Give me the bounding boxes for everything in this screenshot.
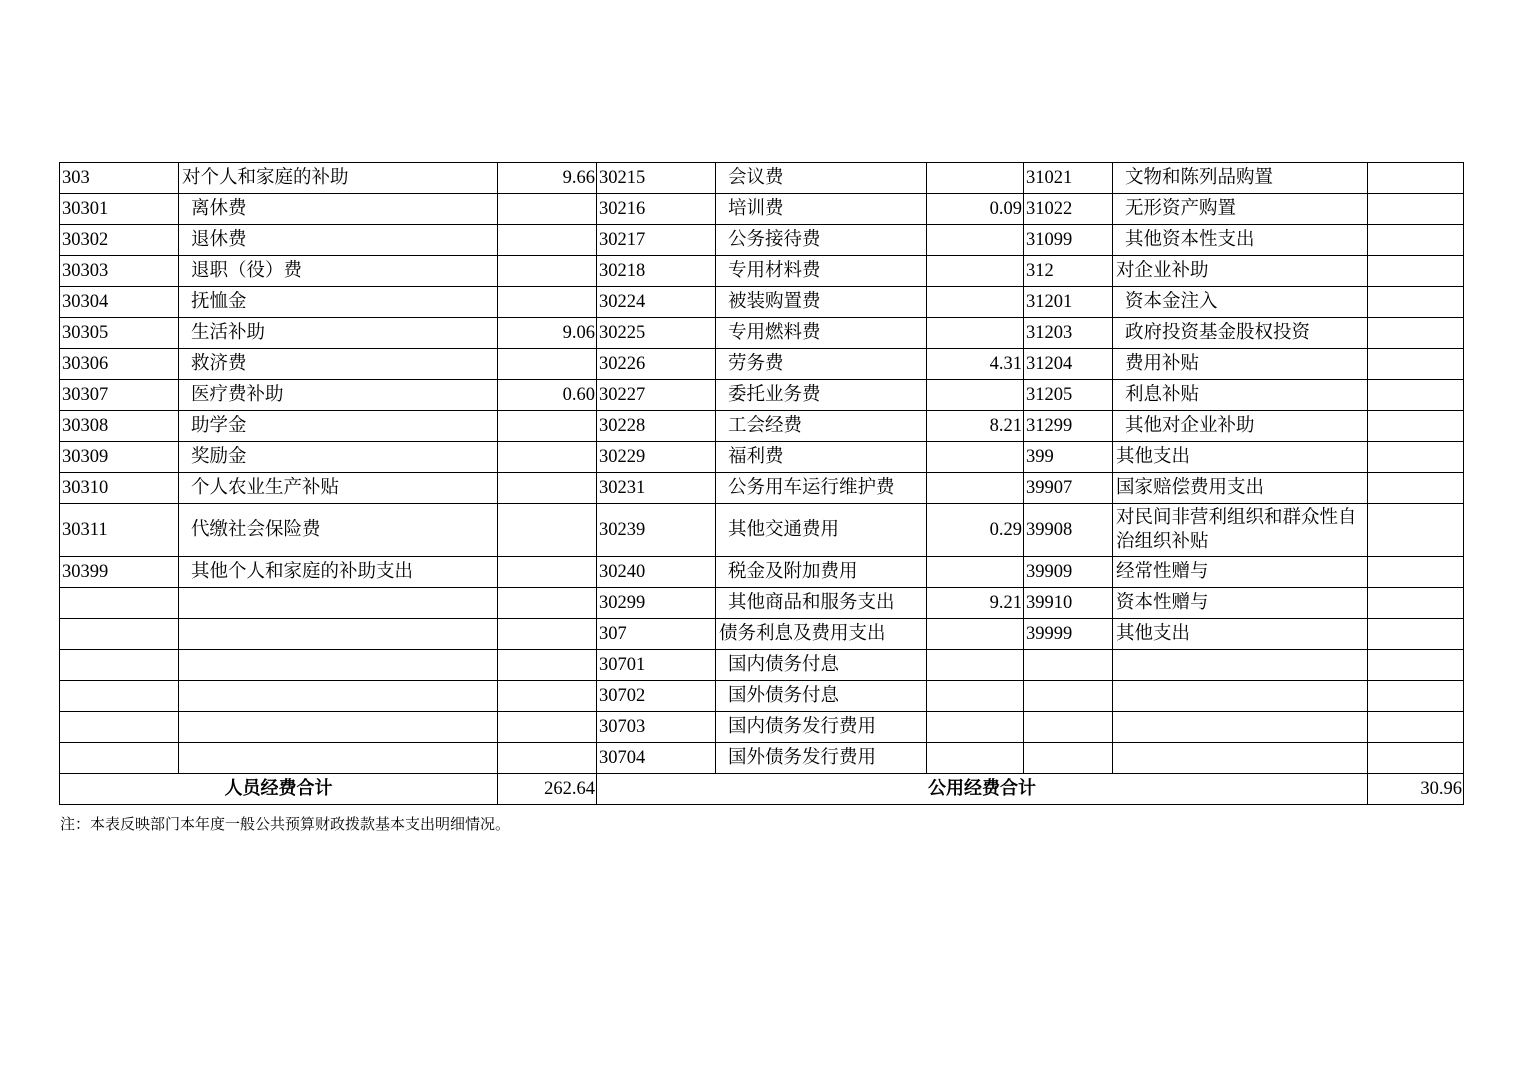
amount-cell [498,256,597,287]
item-name-cell: 其他商品和服务支出 [716,588,927,619]
item-name-cell [179,650,498,681]
code-cell: 30240 [597,557,716,588]
code-cell [1024,712,1113,743]
amount-cell [1368,349,1464,380]
code-cell: 31299 [1024,411,1113,442]
amount-cell [498,349,597,380]
code-cell: 30704 [597,743,716,774]
code-cell: 31201 [1024,287,1113,318]
code-cell: 30307 [60,380,179,411]
code-cell: 39909 [1024,557,1113,588]
item-name-cell: 助学金 [179,411,498,442]
item-name-cell [179,712,498,743]
amount-cell [1368,411,1464,442]
code-cell: 30304 [60,287,179,318]
amount-cell [927,743,1024,774]
code-cell [60,681,179,712]
code-cell: 30218 [597,256,716,287]
code-cell [1024,743,1113,774]
amount-cell [1368,588,1464,619]
table-row [60,681,1464,712]
item-name-cell: 无形资产购置 [1113,194,1368,225]
code-cell: 30303 [60,256,179,287]
amount-cell [1368,256,1464,287]
code-cell: 31205 [1024,380,1113,411]
amount-cell: 9.66 [498,163,597,194]
amount-cell [1368,225,1464,256]
item-name-cell: 经常性赠与 [1113,557,1368,588]
item-name-cell: 税金及附加费用 [716,557,927,588]
amount-cell [927,163,1024,194]
item-name-cell: 对个人和家庭的补助 [179,163,498,194]
table-row [60,504,1464,557]
code-cell: 30215 [597,163,716,194]
code-cell: 30228 [597,411,716,442]
code-cell [60,588,179,619]
amount-cell [1368,504,1464,557]
item-name-cell: 专用燃料费 [716,318,927,349]
amount-cell: 9.21 [927,588,1024,619]
table-row [60,163,1464,194]
totals-row [60,774,1464,805]
item-name-cell: 福利费 [716,442,927,473]
item-name-cell: 委托业务费 [716,380,927,411]
amount-cell [498,650,597,681]
table-row [60,619,1464,650]
item-name-cell [179,681,498,712]
table-row [60,712,1464,743]
code-cell: 312 [1024,256,1113,287]
code-cell: 30224 [597,287,716,318]
amount-cell [498,557,597,588]
item-name-cell: 离休费 [179,194,498,225]
code-cell [1024,681,1113,712]
item-name-cell: 抚恤金 [179,287,498,318]
item-name-cell [179,619,498,650]
code-cell: 30311 [60,504,179,557]
code-cell: 30227 [597,380,716,411]
code-cell: 30308 [60,411,179,442]
amount-cell [498,743,597,774]
amount-cell [927,681,1024,712]
code-cell [60,619,179,650]
table-row [60,442,1464,473]
code-cell: 39910 [1024,588,1113,619]
amount-cell: 0.60 [498,380,597,411]
item-name-cell: 劳务费 [716,349,927,380]
amount-cell [927,287,1024,318]
item-name-cell: 其他支出 [1113,619,1368,650]
code-cell: 31203 [1024,318,1113,349]
amount-cell [1368,442,1464,473]
item-name-cell: 资本性赠与 [1113,588,1368,619]
code-cell: 30302 [60,225,179,256]
code-cell: 30299 [597,588,716,619]
amount-cell [927,712,1024,743]
amount-cell [498,442,597,473]
amount-cell [1368,287,1464,318]
item-name-cell [1113,681,1368,712]
item-name-cell: 费用补贴 [1113,349,1368,380]
item-name-cell: 国内债务发行费用 [716,712,927,743]
amount-cell [1368,712,1464,743]
amount-cell [498,681,597,712]
code-cell: 31204 [1024,349,1113,380]
amount-cell [1368,194,1464,225]
table-row [60,743,1464,774]
item-name-cell: 国外债务付息 [716,681,927,712]
code-cell: 30702 [597,681,716,712]
amount-cell [927,473,1024,504]
item-name-cell: 生活补助 [179,318,498,349]
item-name-cell: 个人农业生产补贴 [179,473,498,504]
amount-cell [1368,318,1464,349]
code-cell: 30217 [597,225,716,256]
item-name-cell: 代缴社会保险费 [179,504,498,557]
table-row [60,194,1464,225]
item-name-cell: 对企业补助 [1113,256,1368,287]
item-name-cell: 国内债务付息 [716,650,927,681]
table-row [60,380,1464,411]
item-name-cell [179,743,498,774]
item-name-cell: 利息补贴 [1113,380,1368,411]
code-cell: 30309 [60,442,179,473]
item-name-cell [1113,743,1368,774]
amount-cell [498,619,597,650]
amount-cell [498,473,597,504]
code-cell: 30306 [60,349,179,380]
amount-cell [1368,163,1464,194]
item-name-cell: 退休费 [179,225,498,256]
item-name-cell: 公务用车运行维护费 [716,473,927,504]
item-name-cell: 国外债务发行费用 [716,743,927,774]
item-name-cell: 奖励金 [179,442,498,473]
code-cell: 31022 [1024,194,1113,225]
amount-cell [498,411,597,442]
public-total-label: 公用经费合计 [597,774,1368,805]
code-cell: 30301 [60,194,179,225]
code-cell: 30231 [597,473,716,504]
item-name-cell: 其他交通费用 [716,504,927,557]
amount-cell [927,557,1024,588]
amount-cell [498,712,597,743]
item-name-cell: 文物和陈列品购置 [1113,163,1368,194]
code-cell: 30399 [60,557,179,588]
code-cell: 30310 [60,473,179,504]
code-cell: 31099 [1024,225,1113,256]
code-cell: 31021 [1024,163,1113,194]
code-cell: 39999 [1024,619,1113,650]
item-name-cell: 其他对企业补助 [1113,411,1368,442]
table-row [60,256,1464,287]
amount-cell [1368,380,1464,411]
amount-cell: 4.31 [927,349,1024,380]
expenditure-detail-table [59,162,1464,805]
item-name-cell: 专用材料费 [716,256,927,287]
amount-cell [927,650,1024,681]
amount-cell: 9.06 [498,318,597,349]
amount-cell [927,380,1024,411]
code-cell [60,743,179,774]
code-cell: 39908 [1024,504,1113,557]
amount-cell [1368,681,1464,712]
table-row [60,225,1464,256]
item-name-cell: 退职（役）费 [179,256,498,287]
table-row [60,588,1464,619]
amount-cell: 8.21 [927,411,1024,442]
table-row [60,318,1464,349]
table-row [60,287,1464,318]
item-name-cell [1113,650,1368,681]
code-cell: 30703 [597,712,716,743]
code-cell: 30229 [597,442,716,473]
amount-cell [927,256,1024,287]
amount-cell [927,442,1024,473]
amount-cell [927,225,1024,256]
table-footnote: 注：本表反映部门本年度一般公共预算财政拨款基本支出明细情况。 [60,815,511,833]
table-row [60,650,1464,681]
amount-cell [1368,619,1464,650]
amount-cell [927,619,1024,650]
code-cell [60,712,179,743]
amount-cell: 0.09 [927,194,1024,225]
item-name-cell: 国家赔偿费用支出 [1113,473,1368,504]
item-name-cell: 医疗费补助 [179,380,498,411]
code-cell: 399 [1024,442,1113,473]
code-cell [1024,650,1113,681]
amount-cell: 0.29 [927,504,1024,557]
code-cell: 30239 [597,504,716,557]
table-body [60,163,1464,774]
amount-cell [1368,743,1464,774]
item-name-cell: 公务接待费 [716,225,927,256]
amount-cell [498,194,597,225]
item-name-cell: 债务利息及费用支出 [716,619,927,650]
public-total-value: 30.96 [1368,774,1464,805]
item-name-cell: 资本金注入 [1113,287,1368,318]
personnel-total-label: 人员经费合计 [60,774,498,805]
amount-cell [1368,473,1464,504]
table-row [60,349,1464,380]
item-name-cell: 救济费 [179,349,498,380]
item-name-cell: 工会经费 [716,411,927,442]
item-name-cell: 对民间非营利组织和群众性自治组织补贴 [1113,504,1368,557]
code-cell: 30226 [597,349,716,380]
table-row [60,411,1464,442]
amount-cell [1368,557,1464,588]
table-row [60,473,1464,504]
item-name-cell: 政府投资基金股权投资 [1113,318,1368,349]
item-name-cell: 培训费 [716,194,927,225]
personnel-total-value: 262.64 [498,774,597,805]
amount-cell [498,588,597,619]
code-cell [60,650,179,681]
code-cell: 30216 [597,194,716,225]
code-cell: 307 [597,619,716,650]
amount-cell [927,318,1024,349]
item-name-cell [179,588,498,619]
code-cell: 30225 [597,318,716,349]
item-name-cell: 其他资本性支出 [1113,225,1368,256]
code-cell: 39907 [1024,473,1113,504]
code-cell: 30701 [597,650,716,681]
code-cell: 30305 [60,318,179,349]
item-name-cell: 被装购置费 [716,287,927,318]
amount-cell [1368,650,1464,681]
amount-cell [498,225,597,256]
item-name-cell [1113,712,1368,743]
code-cell: 303 [60,163,179,194]
item-name-cell: 其他支出 [1113,442,1368,473]
amount-cell [498,504,597,557]
item-name-cell: 其他个人和家庭的补助支出 [179,557,498,588]
amount-cell [498,287,597,318]
table-row [60,557,1464,588]
item-name-cell: 会议费 [716,163,927,194]
